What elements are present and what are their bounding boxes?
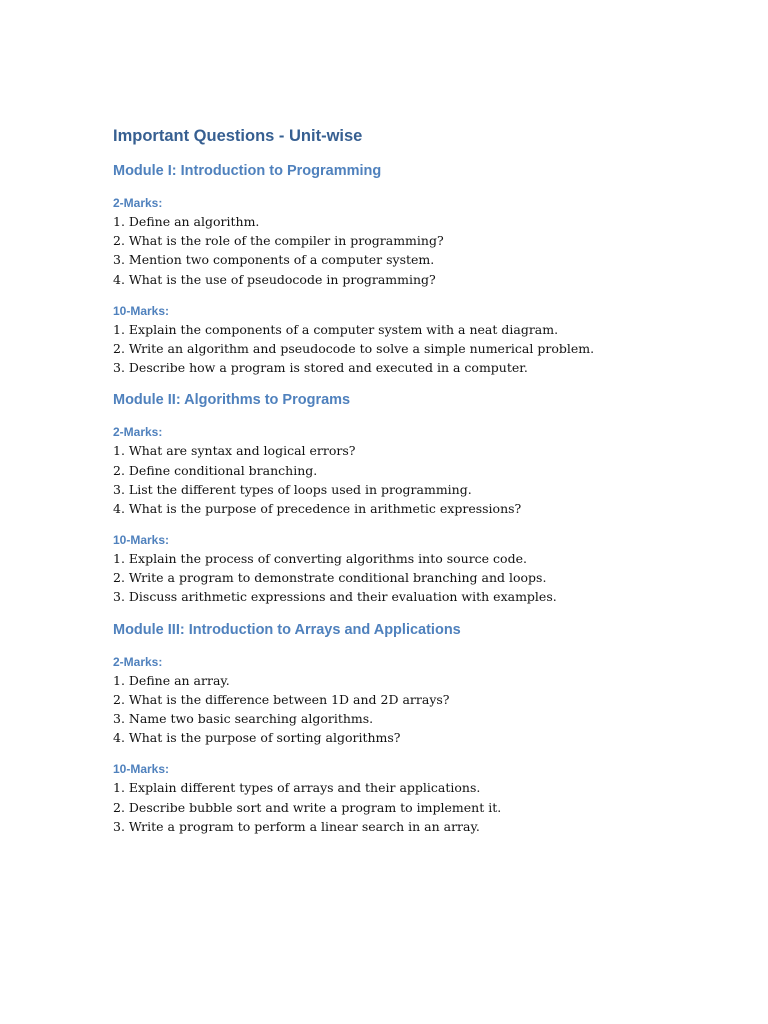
section-label: 2-Marks: <box>113 196 163 210</box>
section-2-marks <box>113 654 713 748</box>
question-item: 1. Define an algorithm. <box>113 214 260 229</box>
section-10-marks <box>113 761 713 836</box>
section-2-marks <box>113 195 713 289</box>
question-item: 2. What is the difference between 1D and 2D arrays? <box>113 691 450 707</box>
question-item: 3. Mention two components of a computer system. <box>113 252 435 268</box>
question-list <box>113 549 713 607</box>
section-2-marks <box>113 424 713 518</box>
module-title: Module I: Introduction to Programming <box>113 163 382 179</box>
section-label: 10-Marks: <box>113 762 170 777</box>
question-item: 2. Write an algorithm and pseudocode to solve a simple numerical problem. <box>113 340 595 356</box>
question-item: 2. Describe bubble sort and write a program to implement it. <box>113 799 502 815</box>
question-list <box>113 671 713 748</box>
question-item: 3. Discuss arithmetic expressions and their evaluation with examples. <box>113 589 557 605</box>
question-list <box>113 320 713 378</box>
module-3 <box>113 619 713 836</box>
module-title: Module III: Introduction to Arrays and Applications <box>113 621 461 638</box>
question-item: 4. What is the use of pseudocode in programming? <box>113 271 436 287</box>
question-item: 4. What is the purpose of sorting algorithms? <box>113 730 401 746</box>
question-item: 4. What is the purpose of precedence in arithmetic expressions? <box>113 500 522 516</box>
module-title: Module II: Algorithms to Programs <box>113 392 351 409</box>
question-list <box>113 212 713 289</box>
question-item: 2. Define conditional branching. <box>113 462 318 478</box>
question-item: 3. List the different types of loops used in programming. <box>113 481 472 497</box>
question-item: 1. Explain different types of arrays and their applications. <box>113 780 481 796</box>
question-item: 1. Define an array. <box>113 672 230 688</box>
question-item: 2. What is the role of the compiler in programming? <box>113 233 444 249</box>
question-item: 2. Write a program to demonstrate conditional branching and loops. <box>113 570 547 586</box>
question-item: 1. Explain the components of a computer system with a neat diagram. <box>113 321 559 337</box>
section-label: 10-Marks: <box>113 303 170 318</box>
document-page <box>113 124 713 836</box>
question-item: 3. Describe how a program is stored and executed in a computer. <box>113 360 528 376</box>
section-label: 10-Marks: <box>113 533 170 548</box>
module-1 <box>113 160 713 377</box>
question-item: 1. What are syntax and logical errors? <box>113 443 356 459</box>
question-item: 1. Explain the process of converting algorithms into source code. <box>113 551 527 567</box>
question-item: 3. Name two basic searching algorithms. <box>113 711 374 726</box>
question-item: 3. Write a program to perform a linear search in an array. <box>113 818 480 834</box>
section-10-marks <box>113 532 713 607</box>
section-label: 2-Marks: <box>113 654 163 669</box>
document-title: Important Questions - Unit-wise <box>113 127 363 145</box>
module-2 <box>113 389 713 606</box>
section-10-marks <box>113 303 713 378</box>
section-label: 2-Marks: <box>113 425 163 440</box>
question-list <box>113 778 713 836</box>
question-list <box>113 441 713 518</box>
